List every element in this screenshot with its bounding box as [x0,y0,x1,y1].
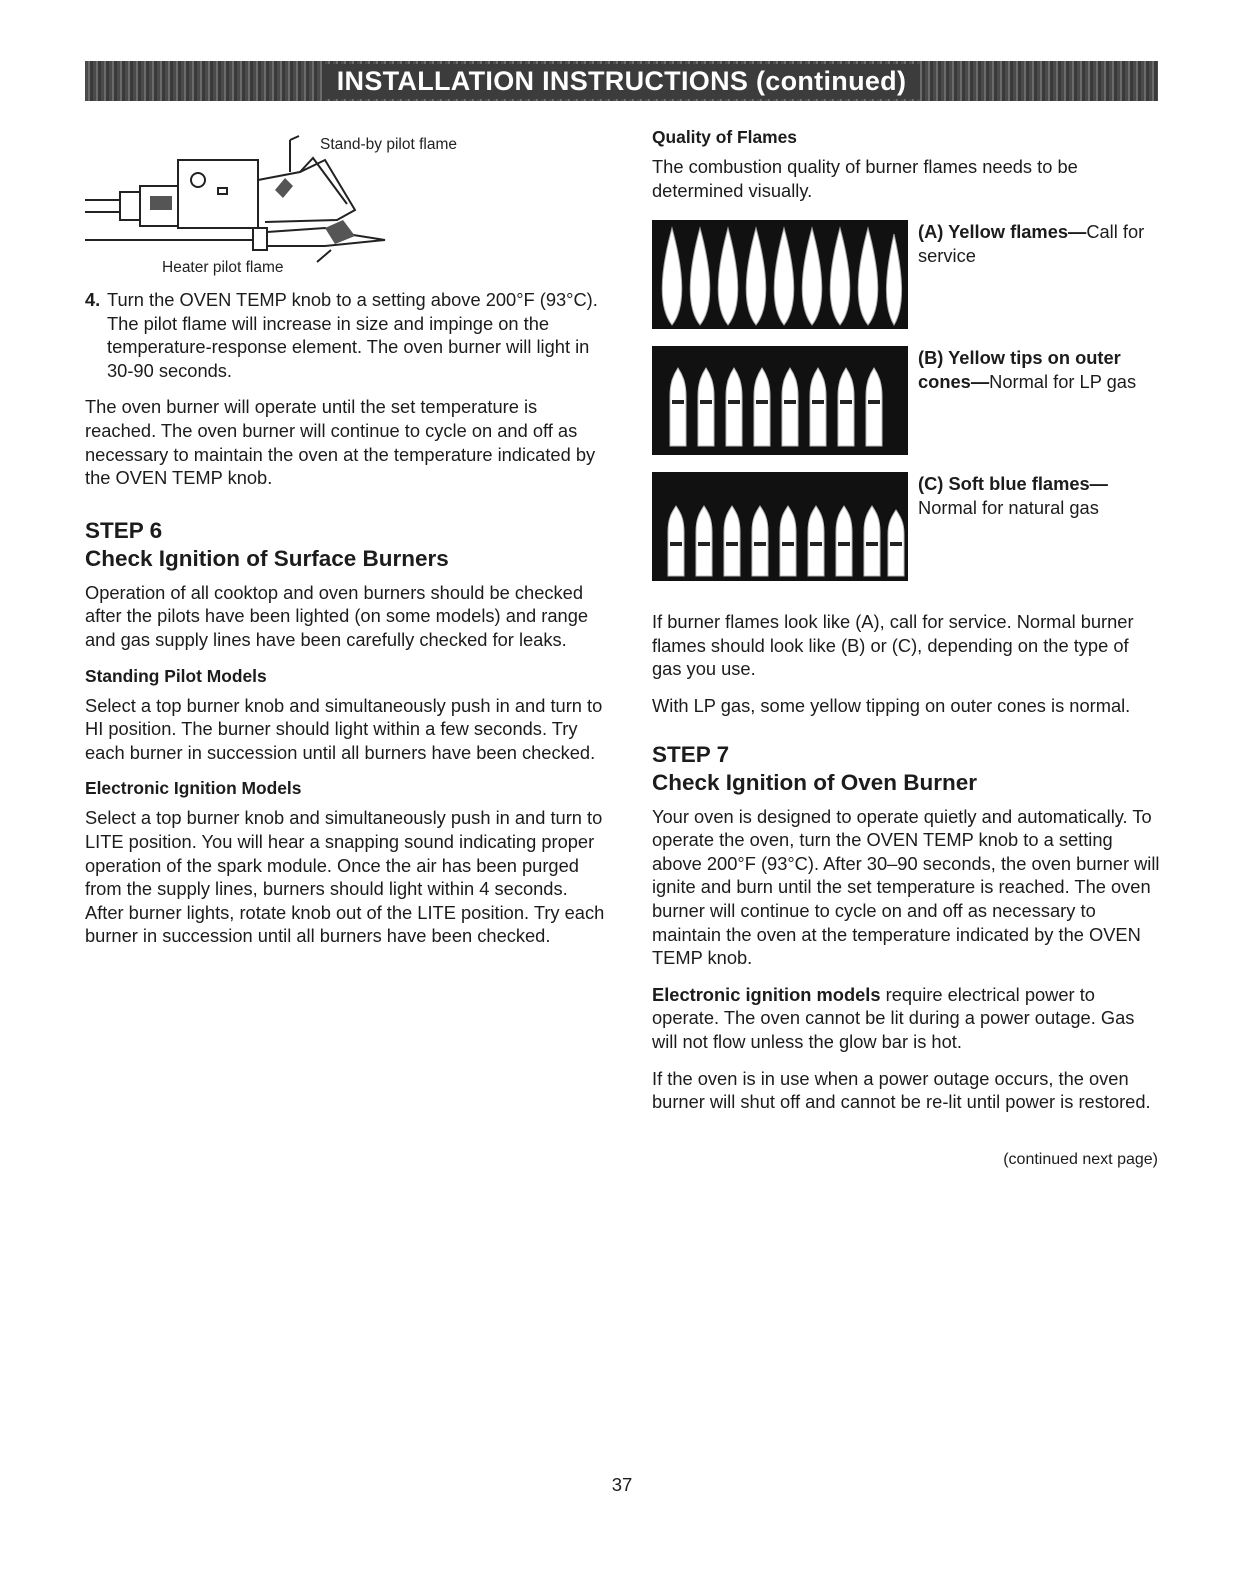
paragraph: The oven burner will operate until the set temperature is reached. The oven burner will continue to cycle on and off as necessary to maintain the oven at the temperature indicated by the OVEN TEMP knob. [85,396,596,489]
standby-pilot-label: Stand-by pilot flame [320,136,457,153]
header-title: INSTALLATION INSTRUCTIONS (continued) [323,64,921,99]
paragraph: If the oven is in use when a power outage occurs, the oven burner will shut off and cannot be re-lit until power is restored. [652,1067,1151,1113]
flame-caption-c [918,472,1162,587]
list-number: 4. [85,289,101,310]
standing-pilot-heading: Standing Pilot Models [85,665,267,686]
step6-label: STEP 6 [85,517,163,543]
electronic-ignition-heading: Electronic Ignition Models [85,778,302,799]
flame-row-a [652,220,1162,335]
flame-caption-bold: (A) Yellow flames— [918,221,1087,243]
paragraph: Select a top burner knob and simultaneously push in and turn to LITE position. You will hear a snapping sound indicating proper operation of the spark module. Once the air has been purged from the supply lines, burners should light within 4 seconds. After burner lights, rotate knob out of the LITE position. Try each burner in succession until all burners have been checked. [85,807,605,947]
list-text: Turn the OVEN TEMP knob to a setting above 200°F (93°C). The pilot flame will increase in size and impinge on the temperature-response element. The oven burner will light in 30-90 seconds. [107,289,598,381]
flame-caption-bold: (C) Soft blue flames— [918,473,1108,495]
electronic-ignition-text: require electrical power to operate. The oven cannot be lit during a power outage. Gas will not flow unless the glow bar is hot. [652,983,1135,1052]
yellow-tip-flames-illustration [652,346,908,455]
list-item [85,288,605,382]
paragraph: Operation of all cooktop and oven burners should be checked after the pilots have been lighted (on some models) and range and gas supply lines have been carefully checked for leaks. [85,581,589,650]
step7-label: STEP 7 [652,741,730,767]
flame-caption-b [918,346,1162,461]
paragraph: Select a top burner knob and simultaneously push in and turn to HI position. The burner should light within a few seconds. Try each burner in succession until all burners have been checked. [85,694,603,763]
step6-title: Check Ignition of Surface Burners [85,545,449,571]
flame-caption-a [918,220,1162,335]
paragraph: Your oven is designed to operate quietly and automatically. To operate the oven, turn the OVEN TEMP knob to a setting above 200°F (93°C). After 30–90 seconds, the oven burner will ignite and burn until the set temperature is reached. The oven burner will continue to cycle on and off as necessary to maintain the oven at the temperature indicated by the OVEN TEMP knob. [652,805,1160,969]
quality-heading: Quality of Flames [652,127,797,147]
electronic-ignition-bold: Electronic ignition models [652,983,881,1005]
flame-row-b [652,346,1162,461]
heater-pilot-label: Heater pilot flame [162,259,284,276]
flame-caption-text: Normal for natural gas [918,496,1099,518]
paragraph: With LP gas, some yellow tipping on outer cones is normal. [652,694,1131,716]
right-column [652,126,1162,1127]
left-column [85,120,605,961]
paragraph [652,983,1162,1054]
section-header-banner [85,61,1158,101]
flame-caption-text: Normal for LP gas [989,370,1137,392]
step7-title: Check Ignition of Oven Burner [652,769,978,795]
continued-note: (continued next page) [1003,1151,1158,1168]
paragraph: If burner flames look like (A), call for service. Normal burner flames should look like (B) or (C), depending on the type of gas you use. [652,611,1134,680]
pilot-diagram [85,120,605,288]
flame-caption-text: Call for service [918,221,1145,266]
yellow-flames-illustration [652,220,908,329]
flame-row-c [652,472,1162,587]
blue-flames-illustration [652,472,908,581]
page-number: 37 [611,1474,633,1495]
paragraph: The combustion quality of burner flames needs to be determined visually. [652,156,1078,201]
flame-caption-bold: (B) Yellow tips on outer cones— [918,347,1121,392]
